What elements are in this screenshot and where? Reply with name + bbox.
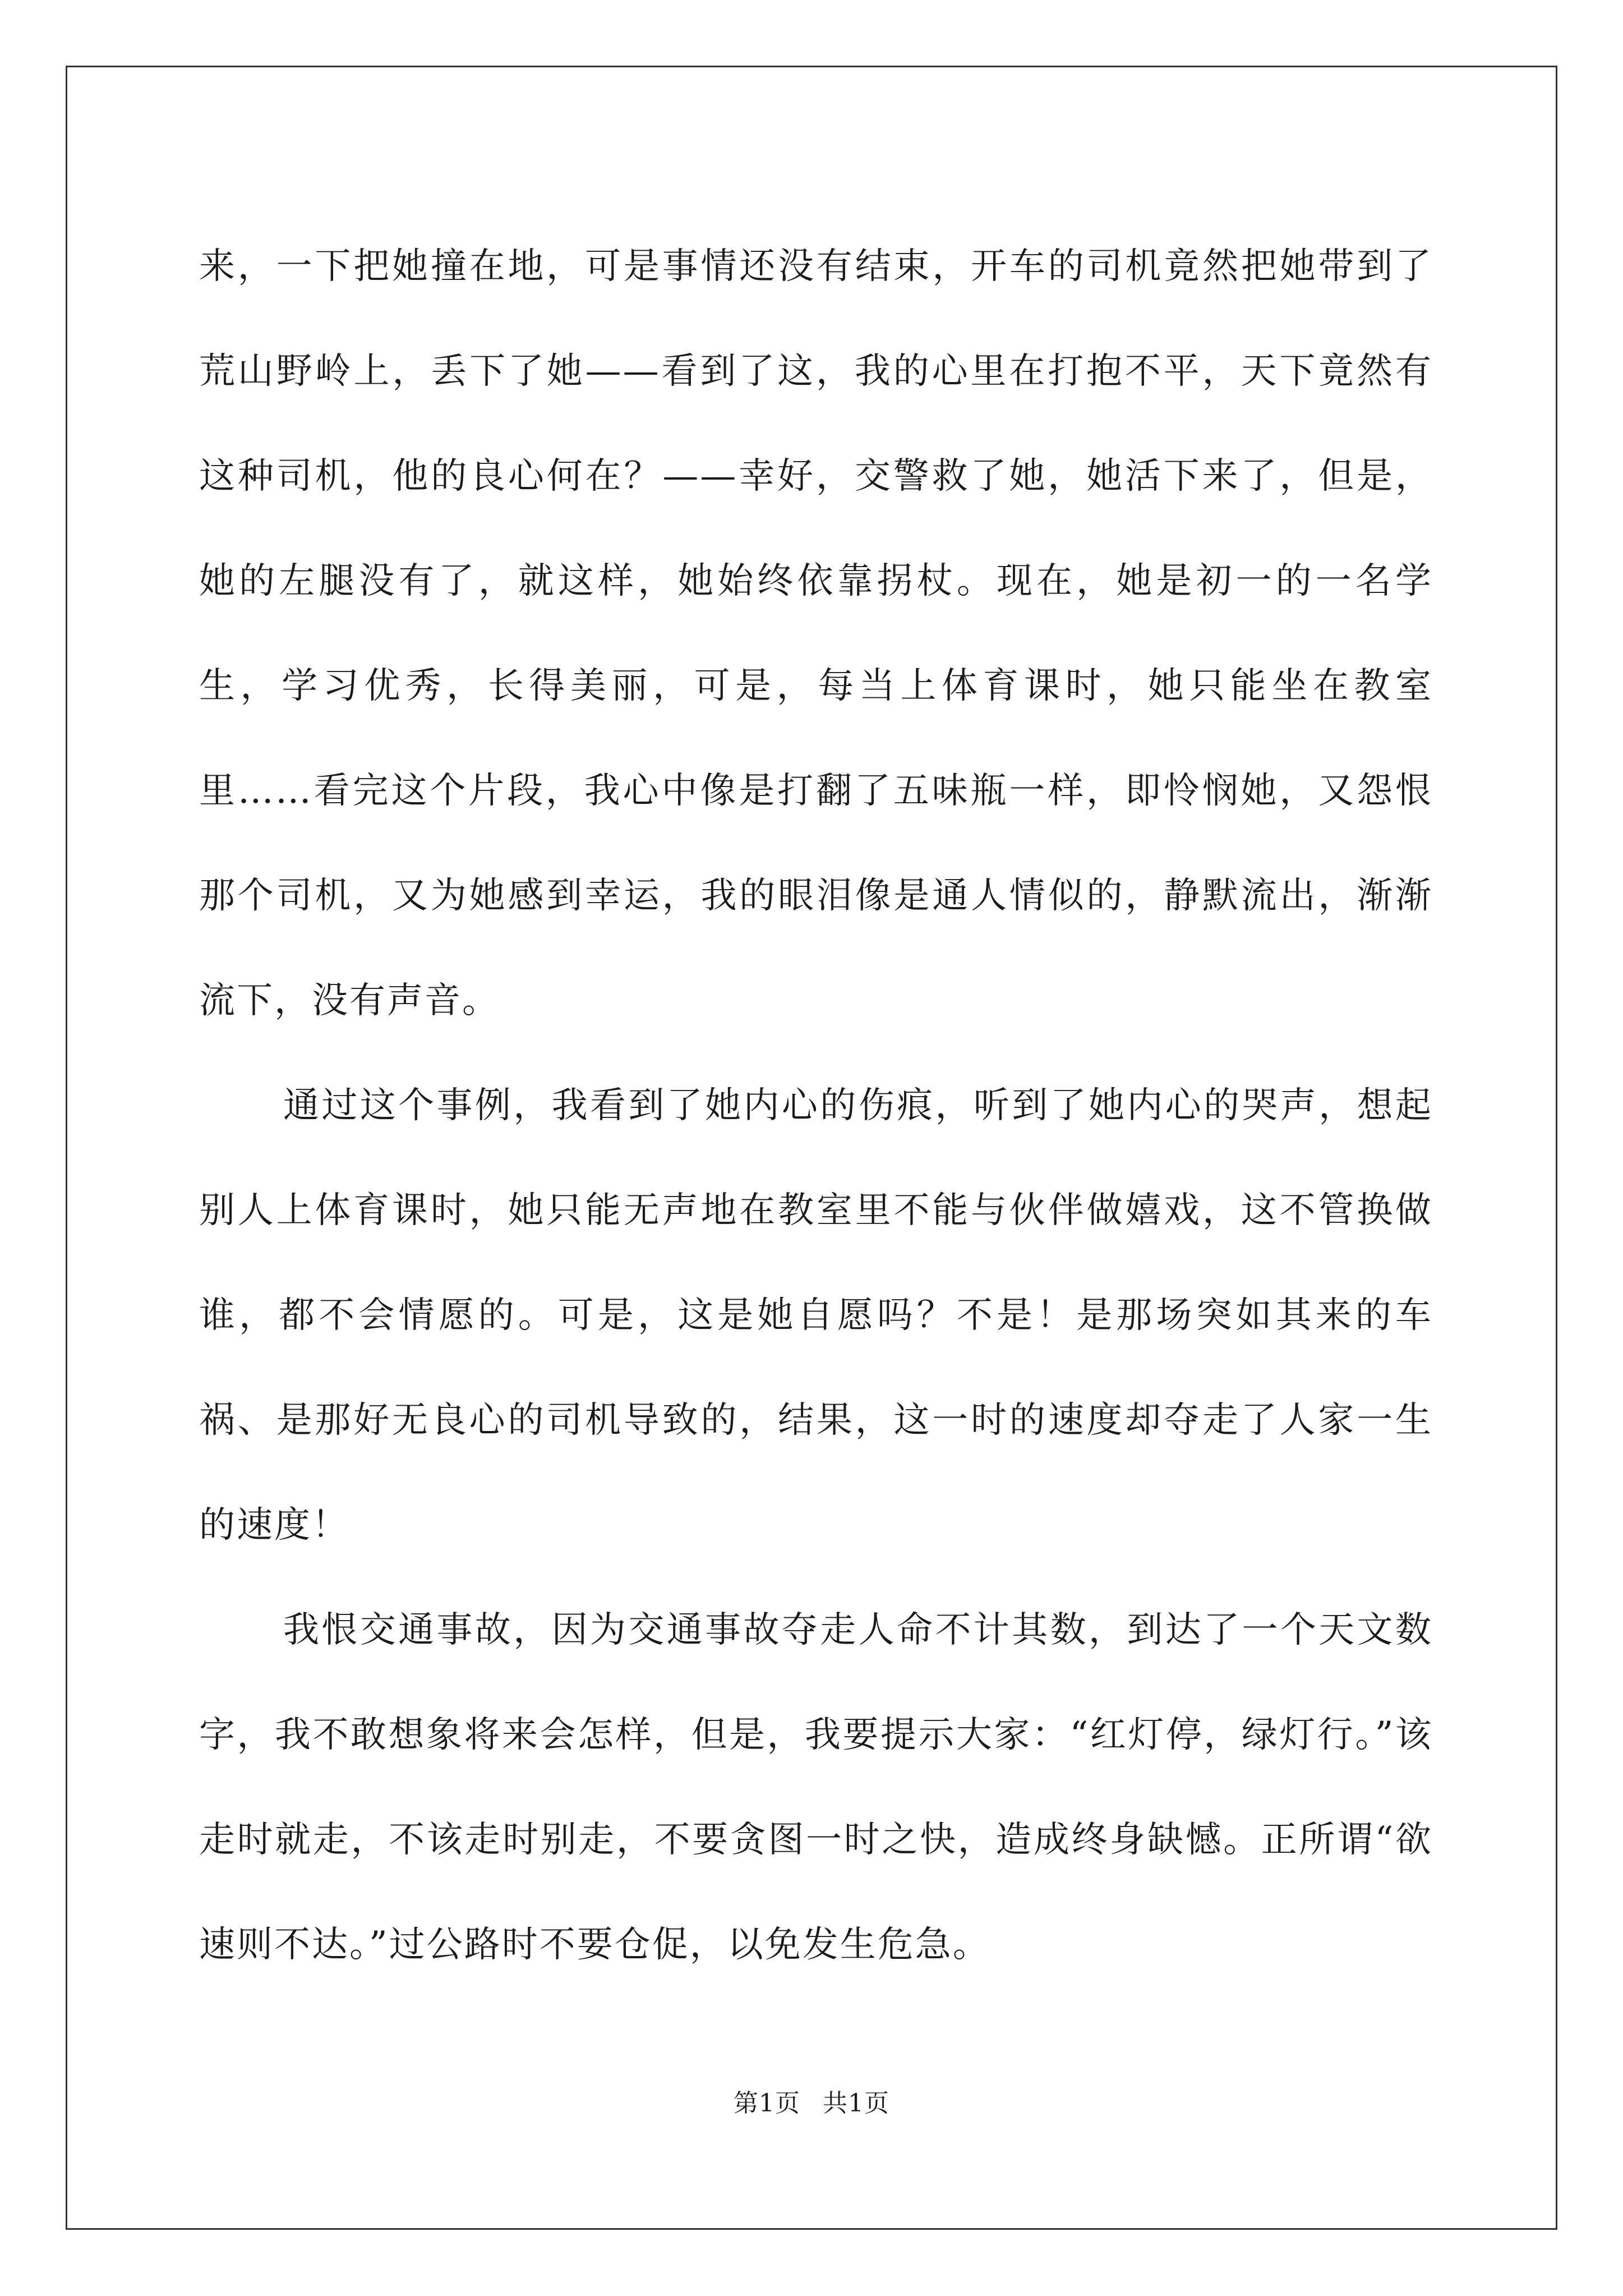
paragraph-1: 来，一下把她撞在地，可是事情还没有结束，开车的司机竟然把她带到了荒山野岭上，丢下了她——看到了这，我的心里在打抱不平，天下竟然有这种司机，他的良心何在？——幸好，交警救了她，她活下来了，但是，她的左腿没有了，就这样，她始终依靠拐杖。现在，她是初一的一名学生，学习优秀，长得美丽，可是，每当上体育课时，她只能坐在教室里……看完这个片段，我心中像是打翻了五味瓶一样，即怜悯她，又怨恨那个司机，又为她感到幸运，我的眼泪像是通人情似的，静默流出，渐渐流下，没有声音。 <box>199 246 1433 1022</box>
page-number: 第1页 <box>734 2089 800 2118</box>
document-body <box>199 214 1433 1998</box>
page-total: 共1页 <box>823 2089 889 2118</box>
paragraph-2: 通过这个事例，我看到了她内心的伤痕，听到了她内心的哭声，想起别人上体育课时，她只能无声地在教室里不能与伙伴做嬉戏，这不管换做谁，都不会情愿的。可是，这是她自愿吗？不是！是那场突如其来的车祸、是那好无良心的司机导致的，结果，这一时的速度却夺走了人家一生的速度！ <box>199 1085 1433 1546</box>
paragraph-3: 我恨交通事故，因为交通事故夺走人命不计其数，到达了一个天文数字，我不敢想象将来会怎样，但是，我要提示大家：“红灯停，绿灯行。”该走时就走，不该走时别走，不要贪图一时之快，造成终身缺憾。正所谓“欲速则不达。”过公路时不要仓促，以免发生危急。 <box>199 1609 1433 1966</box>
page-footer <box>0 2087 1623 2120</box>
